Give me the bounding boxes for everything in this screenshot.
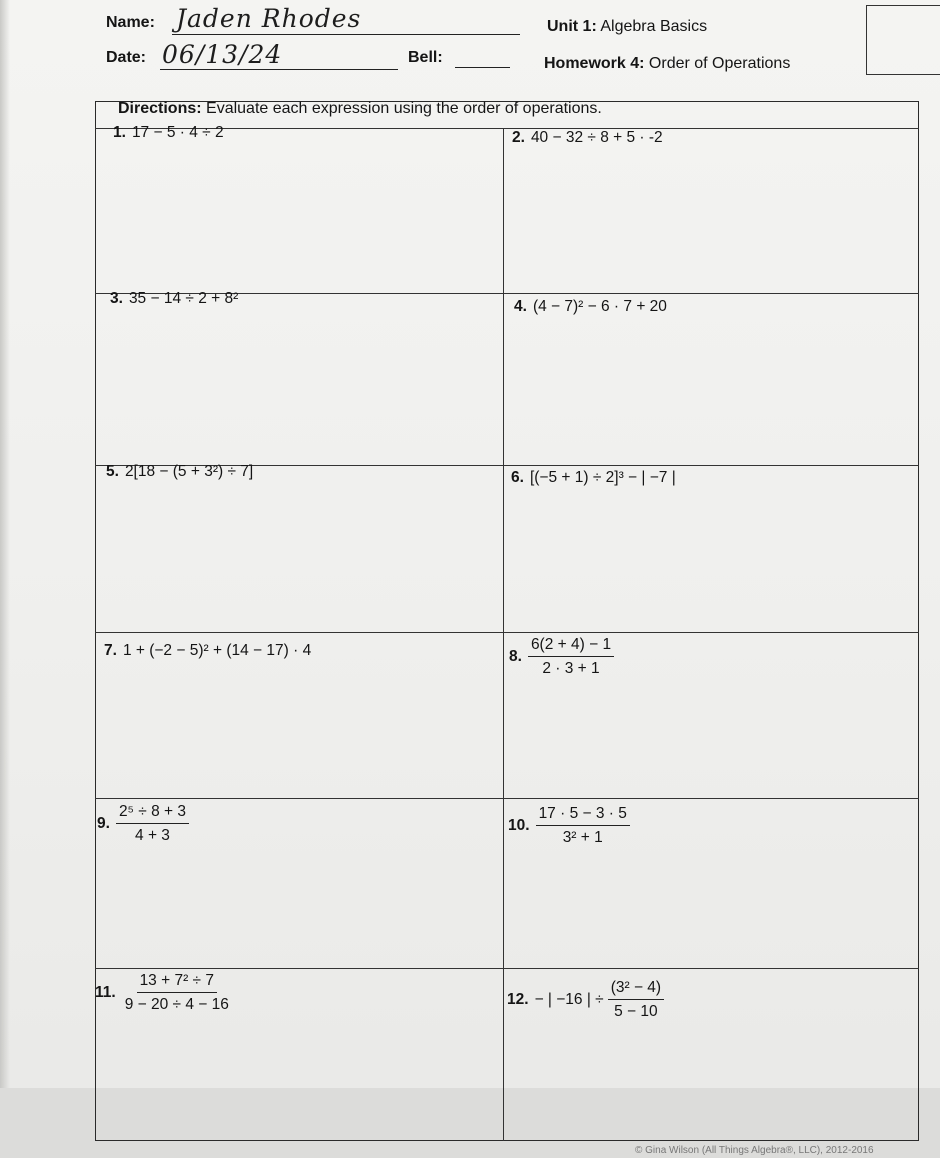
grid-row-divider <box>95 968 919 969</box>
problem-3: 3. 35 − 14 ÷ 2 + 8² <box>110 290 239 307</box>
homework-heading: Homework 4: Order of Operations <box>544 55 791 72</box>
name-value: Jaden Rhodes <box>176 4 362 33</box>
grid-row-divider <box>95 798 919 799</box>
bell-label: Bell: <box>408 49 443 66</box>
problem-4: 4. (4 − 7)² − 6 · 7 + 20 <box>514 298 667 315</box>
directions: Directions: Evaluate each expression using the order of operations. <box>118 100 602 117</box>
fraction: $\frac{\text{13 + 7² ÷ 7}}{9 - 20 \div 4 - 16}$ <box>124 972 229 1013</box>
problem-8: 8. $\frac{6(2 + 4) - 1}{2 \cdot 3 + 1}$ <box>509 636 614 678</box>
problem-9: 9. $\frac{\text{2⁵ ÷ 8 + 3}}{4 + 3}$ <box>97 803 189 845</box>
fraction: $\frac{\text{2⁵ ÷ 8 + 3}}{4 + 3}$ <box>116 803 189 845</box>
problem-11: 11. $\frac{\text{13 + 7² ÷ 7}}{9 - 20 \div 4 - 16}$ <box>95 972 232 1014</box>
grid-row-divider <box>95 632 919 633</box>
problem-12: 12. − | −16 | ÷ $\frac{\text{(3² − 4)}}{5 - 10}$ <box>507 979 664 1021</box>
grid-column-divider <box>503 128 504 1141</box>
name-label: Name: <box>106 14 155 31</box>
date-value: 06/13/24 <box>162 40 283 69</box>
problem-5: 5. 2[18 − (5 + 3²) ÷ 7] <box>106 463 254 480</box>
problem-7: 7. 1 + (−2 − 5)² + (14 − 17) · 4 <box>104 642 312 659</box>
date-line <box>160 69 398 70</box>
stamp-box <box>866 5 940 75</box>
problem-10: 10. $\frac{17 \cdot 5 - 3 \cdot 5}{\text{3² + 1}}$ <box>508 805 630 847</box>
bell-line <box>455 67 510 68</box>
date-label: Date: <box>106 49 147 66</box>
page-edge-shadow <box>0 0 10 1158</box>
copyright-footer: © Gina Wilson (All Things Algebra®, LLC), 2012-2016 <box>635 1145 874 1156</box>
problem-6: 6. [(−5 + 1) ÷ 2]³ − | −7 | <box>511 469 676 486</box>
name-line <box>172 34 520 35</box>
fraction: $\frac{6(2 + 4) - 1}{2 \cdot 3 + 1}$ <box>528 636 614 678</box>
fraction: $\frac{17 \cdot 5 - 3 \cdot 5}{\text{3² + 1}}$ <box>536 805 630 847</box>
problem-1: 1. 17 − 5 · 4 ÷ 2 <box>113 124 224 141</box>
fraction: $\frac{\text{(3² − 4)}}{5 - 10}$ <box>608 979 664 1021</box>
problem-2: 2. 40 − 32 ÷ 8 + 5 · -2 <box>512 129 663 146</box>
unit-heading: Unit 1: Algebra Basics <box>547 18 708 35</box>
